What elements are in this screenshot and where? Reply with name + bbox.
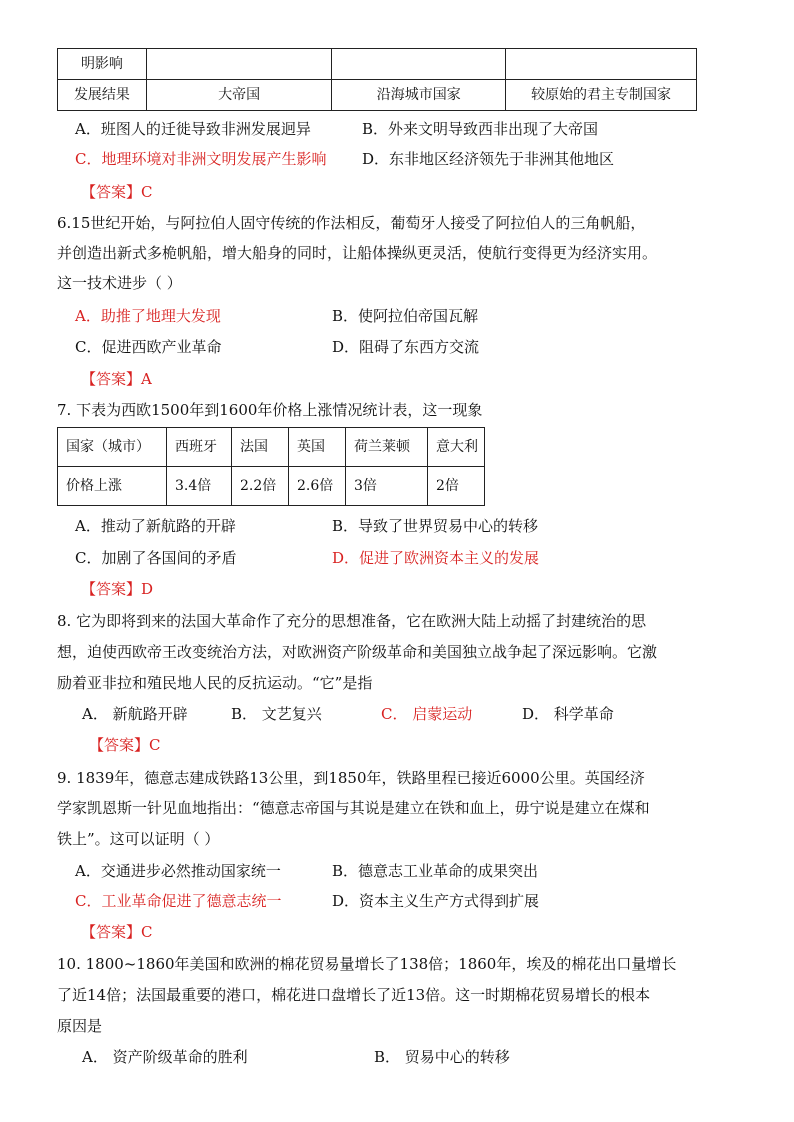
table-row: [58, 467, 485, 506]
table-cell: 2倍: [428, 467, 485, 506]
q8-stem-line-1: 8. 它为即将到来的法国大革命作了充分的思想准备，它在欧洲大陆上动摇了封建统治的思: [57, 612, 647, 630]
q6-option-c: C．促进西欧产业革命: [75, 338, 222, 356]
q8-option-d: D． 科学革命: [522, 705, 614, 723]
q10-stem-line-2: 了近14倍；法国最重要的港口，棉花进口盘增长了近13倍。这一时期棉花贸易增长的根本: [57, 986, 651, 1004]
q8-stem-line-2: 想，迫使西欧帝王改变统治方法，对欧洲资产阶级革命和美国独立战争起了深远影响。它激: [57, 643, 658, 661]
q9-answer: 【答案】C: [81, 923, 153, 941]
table-cell: 价格上涨: [58, 467, 167, 506]
table-cell: 2.6倍: [289, 467, 346, 506]
table-header-cell: 意大利: [428, 428, 485, 467]
table-cell: [332, 49, 506, 80]
q5-option-a: A．班图人的迁徙导致非洲发展迥异: [75, 120, 311, 138]
table-cell: [146, 49, 332, 80]
table-cell: 3.4倍: [167, 467, 232, 506]
q9-stem-line-1: 9. 1839年，德意志建成铁路13公里，到1850年，铁路里程已接近6000公里。英国经济: [57, 769, 645, 787]
table-header-cell: 国家（城市）: [58, 428, 167, 467]
price-rise-table: [57, 427, 485, 506]
q8-option-b: B． 文艺复兴: [231, 705, 322, 723]
q5-option-d: D．东非地区经济领先于非洲其他地区: [362, 150, 615, 168]
table-row: [58, 49, 697, 80]
q9-option-b: B．德意志工业革命的成果突出: [332, 862, 539, 880]
q9-stem-line-3: 铁上”。这可以证明（ ）: [57, 830, 220, 848]
q9-option-a: A．交通进步必然推动国家统一: [75, 862, 281, 880]
top-comparison-table: [57, 48, 697, 111]
q10-option-a: A． 资产阶级革命的胜利: [82, 1048, 248, 1066]
q6-stem-line-2: 并创造出新式多桅帆船，增大船身的同时，让船体操纵更灵活，使航行变得更为经济实用。: [57, 244, 658, 262]
q6-option-a: A．助推了地理大发现: [75, 307, 221, 325]
q8-option-a: A． 新航路开辟: [82, 705, 188, 723]
q6-answer: 【答案】A: [81, 370, 152, 388]
table-cell: [506, 49, 697, 80]
table-cell: 3倍: [346, 467, 428, 506]
table-cell: 沿海城市国家: [332, 80, 506, 111]
table-cell: 2.2倍: [232, 467, 289, 506]
q9-option-c: C．工业革命促进了德意志统一: [75, 892, 282, 910]
q9-option-d: D．资本主义生产方式得到扩展: [332, 892, 540, 910]
q7-stem: 7. 下表为西欧1500年到1600年价格上涨情况统计表，这一现象: [57, 401, 483, 419]
q6-option-d: D．阻碍了东西方交流: [332, 338, 480, 356]
q7-option-b: B．导致了世界贸易中心的转移: [332, 517, 539, 535]
q6-stem-line-1: 6.15世纪开始，与阿拉伯人固守传统的作法相反，葡萄牙人接受了阿拉伯人的三角帆船，: [57, 214, 646, 232]
q6-stem-line-3: 这一技术进步（ ）: [57, 274, 182, 292]
q6-option-b: B．使阿拉伯帝国瓦解: [332, 307, 479, 325]
table-header-cell: 西班牙: [167, 428, 232, 467]
q8-option-c: C． 启蒙运动: [381, 705, 473, 723]
table-cell: 较原始的君主专制国家: [506, 80, 697, 111]
table-header-cell: 法国: [232, 428, 289, 467]
table-header-cell: 英国: [289, 428, 346, 467]
q7-option-a: A．推动了新航路的开辟: [75, 517, 236, 535]
q10-stem-line-1: 10. 1800~1860年美国和欧洲的棉花贸易量增长了138倍；1860年，埃及的棉花出口量增长: [57, 955, 677, 973]
q10-stem-line-3: 原因是: [57, 1017, 103, 1035]
table-header-cell: 荷兰莱顿: [346, 428, 428, 467]
table-cell: 大帝国: [146, 80, 332, 111]
q8-stem-line-3: 励着亚非拉和殖民地人民的反抗运动。“它”是指: [57, 674, 373, 692]
q5-option-b: B．外来文明导致西非出现了大帝国: [362, 120, 599, 138]
table-header-row: [58, 428, 485, 467]
q7-answer: 【答案】D: [81, 580, 154, 598]
q9-stem-line-2: 学家凯恩斯一针见血地指出：“德意志帝国与其说是建立在铁和血上，毋宁说是建立在煤和: [57, 799, 650, 817]
table-cell: 明影响: [58, 49, 147, 80]
table-cell: 发展结果: [58, 80, 147, 111]
q7-option-d: D．促进了欧洲资本主义的发展: [332, 549, 540, 567]
q7-option-c: C．加剧了各国间的矛盾: [75, 549, 237, 567]
q10-option-b: B． 贸易中心的转移: [374, 1048, 510, 1066]
q8-answer: 【答案】C: [89, 736, 161, 754]
q5-option-c: C．地理环境对非洲文明发展产生影响: [75, 150, 327, 168]
table-row: [58, 80, 697, 111]
q5-answer: 【答案】C: [81, 183, 153, 201]
